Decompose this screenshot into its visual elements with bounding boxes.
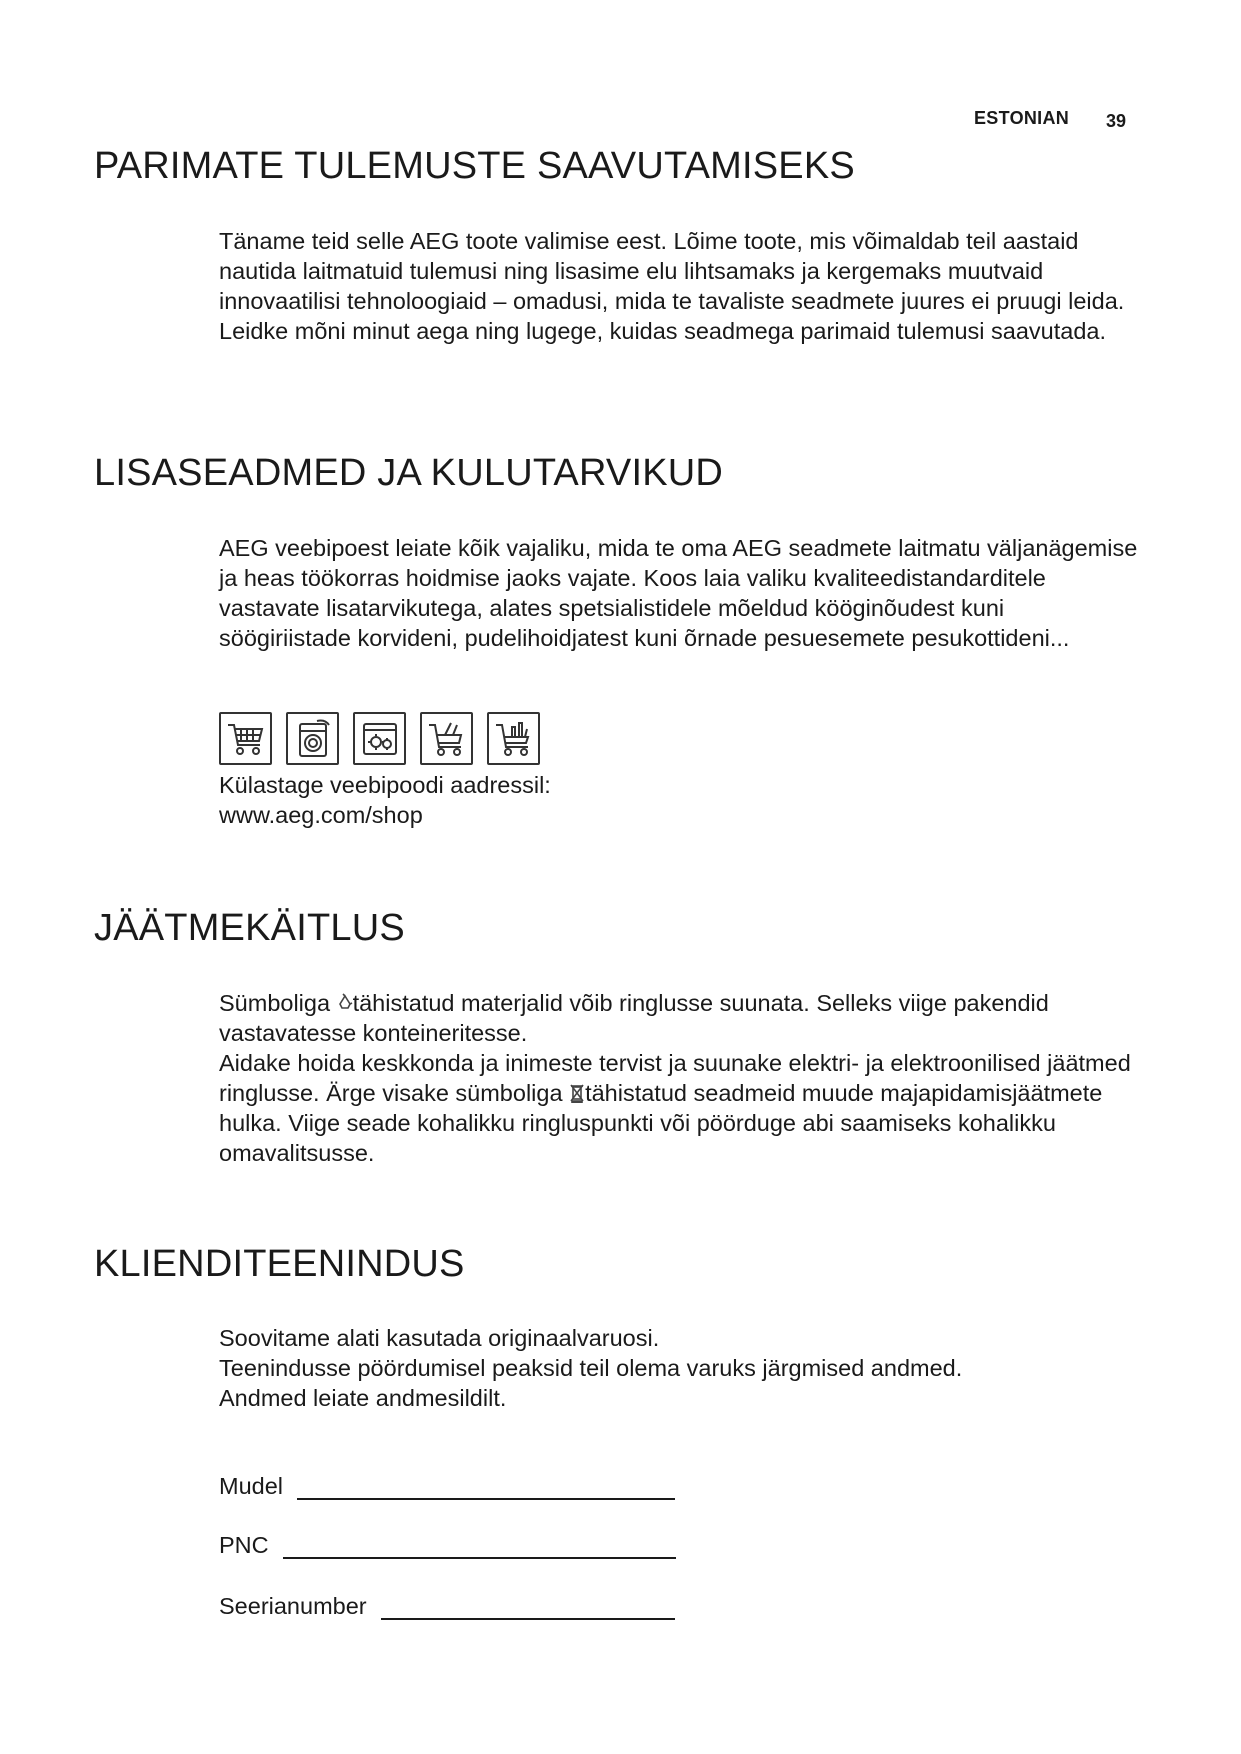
best-results-paragraph: Täname teid selle AEG toote valimise eest. Lõime toote, mis võimaldab teil aastaid nautida laitmatuid tulemusi ning lisasime elu lihtsamaks ja kergemaks muutvaid innovaatilisi tehnoloogiaid – omadusi, mida te tavaliste seadmete juures ei pruugi leida. Leidke mõni minut aega ning lugege, kuidas seadmega parimaid tulemusi saavutada. [219,228,1125,344]
customer-service-line-3: Andmed leiate andmesildilt. [219,1385,507,1411]
disposal-paragraph-1 [219,988,1139,1048]
crossed-bin-icon [569,1083,585,1103]
accessories-paragraph: AEG veebipoest leiate kõik vajaliku, mida te oma AEG seadmete laitmatu väljanägemise ja heas töökorras hoidmise jaoks vajate. Koos laia valiku kvaliteedistandarditele vastavate lisatarvikutega, alates spetsialistidele mõeldud kööginõudest kuni söögiriistade korvideni, pudelihoidjatest kuni õrnade pesuesemete pesukottideni... [219,535,1138,651]
model-field-line[interactable] [297,1476,675,1500]
washing-machine-icon [286,712,339,765]
disposal-paragraph-2 [219,1048,1139,1168]
best-results-text [219,226,1139,346]
pnc-field-label: PNC [219,1532,269,1558]
section-title-customer-service: KLIENDITEENINDUS [94,1243,465,1285]
serial-number-field-line[interactable] [381,1596,675,1620]
serial-number-field-label: Seerianumber [219,1593,367,1619]
shop-icons-row [219,712,540,765]
customer-service-line-1: Soovitame alati kasutada originaalvaruosi. [219,1325,660,1351]
shop-url-link[interactable]: www.aeg.com/shop [219,802,423,828]
shop-visit-block [219,770,1139,830]
serial-number-field [219,1593,675,1620]
customer-service-text [219,1323,1139,1413]
cart-accessories-icon [420,712,473,765]
recycle-icon [337,993,353,1013]
appliance-gear-icon [353,712,406,765]
pnc-field-line[interactable] [283,1535,676,1559]
model-field-label: Mudel [219,1473,284,1499]
disposal-text [219,988,1139,1168]
disposal-line2-after: tähistatud seadmeid muude majapidamisjäätmete hulka. Viige seade kohalikku ringluspunkti või pöörduge abi saamiseks kohalikku omavalitsusse. [219,1080,1103,1166]
disposal-line1-after: tähistatud materjalid võib ringlusse suunata. Selleks viige pakendid vastavatesse konteineritesse. [219,990,1049,1046]
model-field [219,1473,675,1500]
shop-visit-label: Külastage veebipoodi aadressil: [219,772,551,798]
section-title-accessories: LISASEADMED JA KULUTARVIKUD [94,452,724,494]
header-language: ESTONIAN [974,108,1070,128]
shopping-cart-icon [219,712,272,765]
pnc-field [219,1532,676,1559]
disposal-line2-before: Aidake hoida keskkonda ja inimeste tervist ja suunake elektri- ja elektroonilised jäätmed ringlusse. Ärge visake sümboliga [219,1050,1131,1106]
accessories-text [219,533,1139,653]
section-title-disposal: JÄÄTMEKÄITLUS [94,907,405,949]
page-number: 39 [1106,111,1127,131]
cart-bottles-icon [487,712,540,765]
section-title-best-results: PARIMATE TULEMUSTE SAAVUTAMISEKS [94,145,855,187]
customer-service-line-2: Teenindusse pöördumisel peaksid teil olema varuks järgmised andmed. [219,1355,963,1381]
disposal-line1-before: Sümboliga [219,990,337,1016]
